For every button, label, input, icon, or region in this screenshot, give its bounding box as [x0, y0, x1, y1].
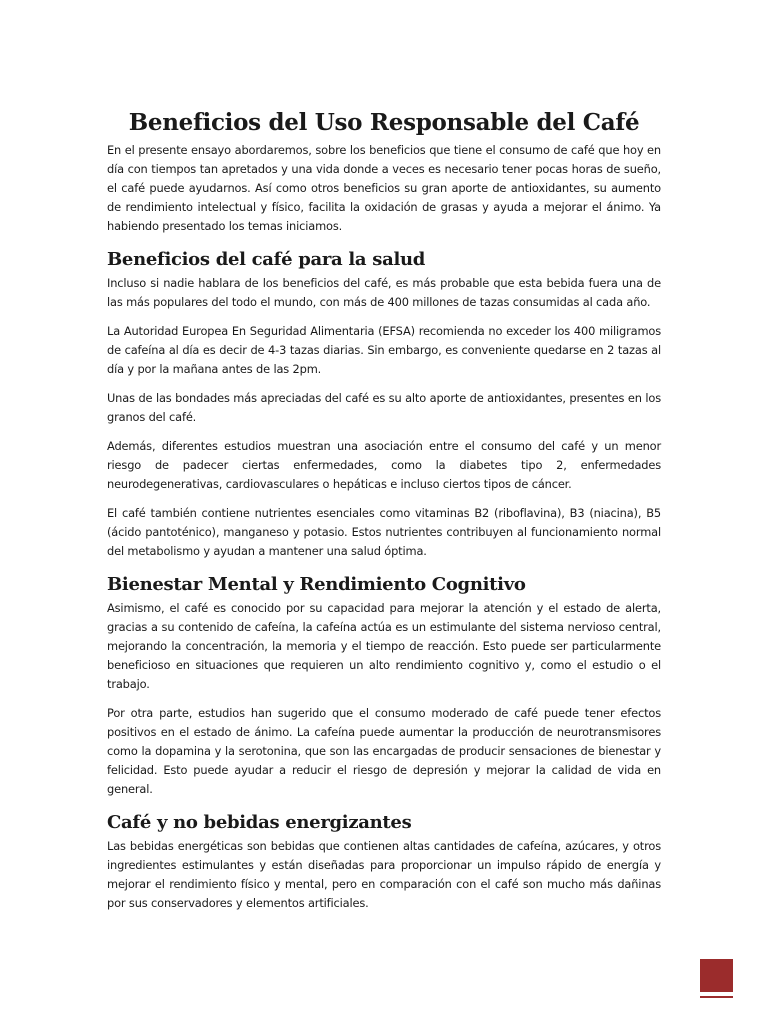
page-number-box — [700, 959, 733, 992]
paragraph: Asimismo, el café es conocido por su capacidad para mejorar la atención y el estado de alerta, gracias a su contenido de cafeína, la cafeína actúa es un estimulante del sistema nervioso central, mejorando la concentración, la memoria y el tiempo de reacción. Esto puede ser particularmente beneficioso en situaciones que requieren un alto rendimiento cognitivo y, como el estudio o el trabajo. — [107, 601, 661, 691]
paragraph: Además, diferentes estudios muestran una asociación entre el consumo del café y un menor riesgo de padecer ciertas enfermedades, como la diabetes tipo 2, enfermedades neurodegenerativas, cardiovasculares o hepáticas e incluso ciertos tipos de cáncer. — [107, 439, 661, 491]
document-page — [107, 108, 661, 923]
paragraph: Las bebidas energéticas son bebidas que contienen altas cantidades de cafeína, azúcares, y otros ingredientes estimulantes y están diseñadas para proporcionar un impulso rápido de energía y mejorar el rendimiento físico y mental, pero en comparación con el café son mucho más dañinas por sus conservadores y elementos artificiales. — [107, 839, 661, 910]
section-heading: Bienestar Mental y Rendimiento Cognitivo — [107, 574, 526, 595]
section-health-benefits — [107, 248, 661, 561]
section-heading: Café y no bebidas energizantes — [107, 812, 412, 833]
section-heading: Beneficios del café para la salud — [107, 249, 426, 270]
paragraph: Incluso si nadie hablara de los beneficios del café, es más probable que esta bebida fuera una de las más populares del todo el mundo, con más de 400 millones de tazas consumidas al cada año. — [107, 276, 661, 309]
section-energy-drinks — [107, 811, 661, 913]
paragraph: Por otra parte, estudios han sugerido que el consumo moderado de café puede tener efectos positivos en el estado de ánimo. La cafeína puede aumentar la producción de neurotransmisores como la dopamina y la serotonina, que son las encargadas de producir sensaciones de bienestar y felicidad. Esto puede ayudar a reducir el riesgo de depresión y mejorar la calidad de vida en general. — [107, 706, 661, 796]
paragraph: El café también contiene nutrientes esenciales como vitaminas B2 (riboflavina), B3 (niacina), B5 (ácido pantoténico), manganeso y potasio. Estos nutrientes contribuyen al funcionamiento normal del metabolismo y ayudan a mantener una salud óptima. — [107, 506, 661, 558]
section-mental-wellbeing — [107, 573, 661, 799]
document-title: Beneficios del Uso Responsable del Café — [128, 109, 640, 136]
page-marker-underline — [700, 996, 733, 998]
paragraph: Unas de las bondades más apreciadas del café es su alto aporte de antioxidantes, presentes en los granos del café. — [107, 391, 661, 424]
paragraph: La Autoridad Europea En Seguridad Alimentaria (EFSA) recomienda no exceder los 400 miligramos de cafeína al día es decir de 4-3 tazas diarias. Sin embargo, es conveniente quedarse en 2 tazas al día y por la mañana antes de las 2pm. — [107, 324, 661, 376]
intro-paragraph: En el presente ensayo abordaremos, sobre los beneficios que tiene el consumo de café que hoy en día con tiempos tan apretados y una vida donde a veces es necesario tener pocas horas de sueño, el café puede ayudarnos. Así como otros beneficios su gran aporte de antioxidantes, su aumento de rendimiento intelectual y físico, facilita la oxidación de grasas y ayuda a mejorar el ánimo. Ya habiendo presentado los temas iniciamos. — [107, 143, 661, 233]
